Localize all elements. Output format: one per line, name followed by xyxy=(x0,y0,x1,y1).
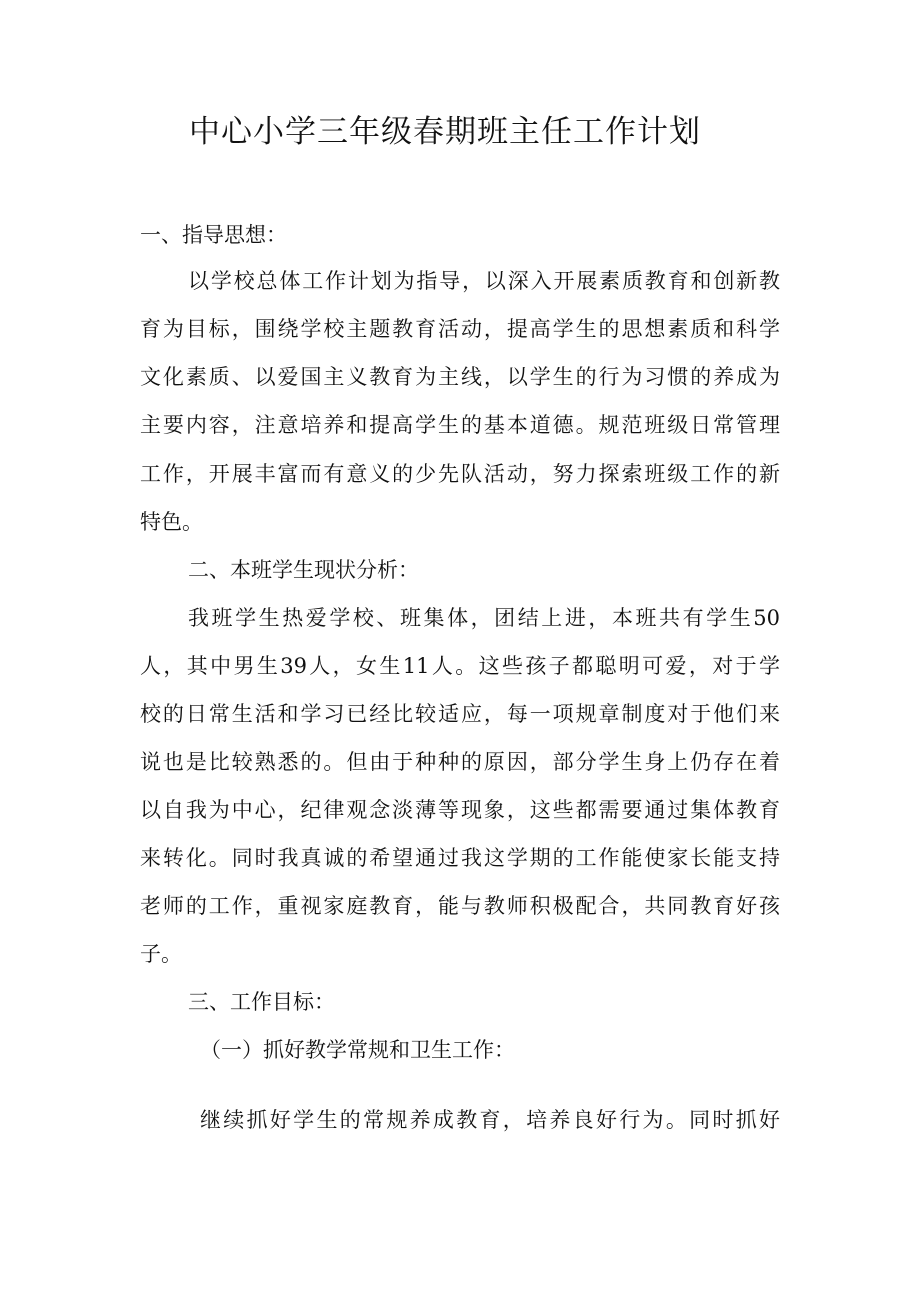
paragraph-line: 以自我为中心，纪律观念淡薄等现象，这些都需要通过集体教育 xyxy=(140,798,780,822)
section-heading-class-analysis: 二、本班学生现状分析： xyxy=(188,558,419,582)
paragraph-line: 校的日常生活和学习已经比较适应，每一项规章制度对于他们来 xyxy=(140,702,780,726)
paragraph-line: 子。 xyxy=(140,942,182,966)
paragraph-line: 主要内容，注意培养和提高学生的基本道德。规范班级日常管理 xyxy=(140,413,780,437)
section-heading-work-goals: 三、工作目标： xyxy=(188,990,335,1014)
subsection-heading-routine-hygiene: （一）抓好教学常规和卫生工作： xyxy=(200,1038,515,1062)
paragraph-line: 文化素质、以爱国主义教育为主线，以学生的行为习惯的养成为 xyxy=(140,365,780,389)
paragraph-line: 育为目标，围绕学校主题教育活动，提高学生的思想素质和科学 xyxy=(140,317,780,341)
paragraph-line: 特色。 xyxy=(140,510,203,534)
document-title: 中心小学三年级春期班主任工作计划 xyxy=(189,114,701,150)
paragraph-line: 老师的工作，重视家庭教育，能与教师积极配合，共同教育好孩 xyxy=(140,894,780,918)
paragraph-line: 继续抓好学生的常规养成教育，培养良好行为。同时抓好 xyxy=(200,1108,780,1132)
section-heading-guiding-ideology: 一、指导思想： xyxy=(140,223,287,247)
paragraph-line: 工作，开展丰富而有意义的少先队活动，努力探索班级工作的新 xyxy=(140,462,780,486)
paragraph-line: 人，其中男生39人，女生11人。这些孩子都聪明可爱，对于学 xyxy=(140,654,780,678)
paragraph-line: 来转化。同时我真诚的希望通过我这学期的工作能使家长能支持 xyxy=(140,846,780,870)
paragraph-line: 以学校总体工作计划为指导，以深入开展素质教育和创新教 xyxy=(188,269,780,293)
paragraph-line: 说也是比较熟悉的。但由于种种的原因，部分学生身上仍存在着 xyxy=(140,750,780,774)
paragraph-line: 我班学生热爱学校、班集体，团结上进，本班共有学生50 xyxy=(188,606,780,630)
